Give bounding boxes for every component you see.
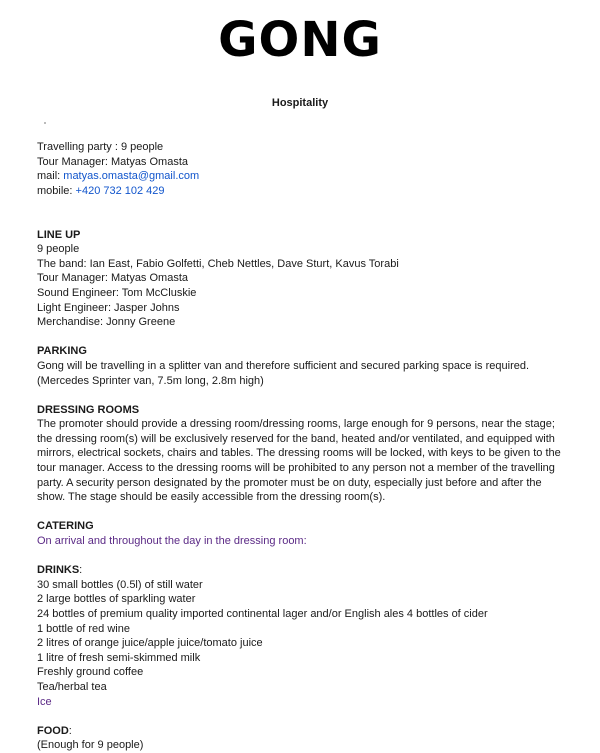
mail-link[interactable]: matyas.omasta@gmail.com <box>63 170 200 183</box>
mail-label: mail: <box>37 170 64 183</box>
parking-heading: PARKING <box>37 345 87 358</box>
lineup-line: The band: Ian East, Fabio Golfetti, Cheb Nettles, Dave Sturt, Kavus Torabi <box>37 257 399 270</box>
food-colon: : <box>68 724 72 737</box>
drinks-line: 2 litres of orange juice/apple juice/tomato juice <box>37 637 263 650</box>
lineup-line: Tour Manager: Matyas Omasta <box>37 272 189 285</box>
drinks-line: 2 large bottles of sparkling water <box>37 593 196 606</box>
catering-note: On arrival and throughout the day in the dressing room: <box>37 535 307 548</box>
lineup-line: Merchandise: Jonny Greene <box>37 316 176 329</box>
food-heading: FOOD <box>37 724 69 737</box>
lineup-line: Light Engineer: Jasper Johns <box>37 301 180 314</box>
mobile-link[interactable]: +420 732 102 429 <box>75 184 165 197</box>
drinks-line: 24 bottles of premium quality imported continental lager and/or English ales 4 bottles of cider <box>37 608 488 620</box>
food-heading-line <box>37 724 567 739</box>
lineup-heading: LINE UP <box>37 228 81 241</box>
mobile-line <box>37 184 567 199</box>
mobile-label: mobile: <box>37 184 76 197</box>
catering-heading: CATERING <box>37 520 94 533</box>
stray-mark <box>44 122 46 124</box>
tour-manager: Tour Manager: Matyas Omasta <box>37 155 189 168</box>
drinks-line: 1 bottle of red wine <box>37 622 130 635</box>
mail-line <box>37 169 567 184</box>
drinks-colon: : <box>79 564 83 577</box>
lineup-line: 9 people <box>37 243 80 256</box>
drinks-ice: Ice <box>37 695 52 708</box>
drinks-line: Freshly ground coffee <box>37 666 144 679</box>
travelling-party: Travelling party : 9 people <box>37 141 164 153</box>
drinks-line: Tea/herbal tea <box>37 680 107 693</box>
parking-line: (Mercedes Sprinter van, 7.5m long, 2.8m high) <box>37 374 264 387</box>
drinks-line: 30 small bottles (0.5l) of still water <box>37 578 203 591</box>
lineup-line: Sound Engineer: Tom McCluskie <box>37 286 197 299</box>
drinks-line: 1 litre of fresh semi-skimmed milk <box>37 651 201 664</box>
page-title: Hospitality <box>271 97 329 109</box>
document-body <box>37 140 567 753</box>
dressing-text: The promoter should provide a dressing room/dressing rooms, large enough for 9 persons, near the stage; the dressing room(s) will be exclusively reserved for the band, heated and/or ventilated, and equipped with mirrors, electrical sockets, chairs and tables. The dressing rooms will be locked, with keys to be given to the tour manager. Access to the dressing rooms will be prohibited to any person not a member of the travelling party. A security person designated by the promoter must be on duty, especially just before and after the show. The stage should be easily accessible from the dressing room(s). <box>37 418 561 504</box>
dressing-heading: DRESSING ROOMS <box>37 403 140 416</box>
drinks-heading: DRINKS <box>37 564 80 577</box>
food-line: (Enough for 9 people) <box>37 739 144 752</box>
gong-logo: GONG <box>218 12 382 68</box>
drinks-heading-line <box>37 563 567 578</box>
parking-line: Gong will be travelling in a splitter van and therefore sufficient and secured parking space is required. <box>37 359 530 372</box>
